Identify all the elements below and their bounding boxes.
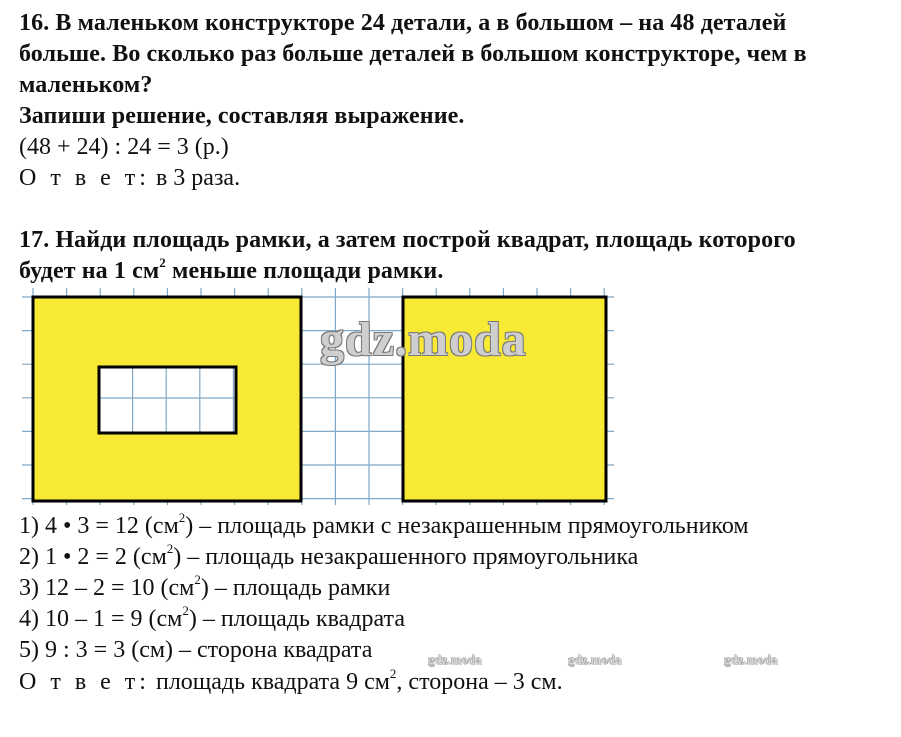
watermark-small-3: gdz.moda: [724, 652, 778, 667]
task16-line1: 16. В маленьком конструкторе 24 детали, а в большом – на 48 деталей: [19, 10, 787, 36]
step-1-a: 1) 4 • 3 = 12 (см: [19, 513, 179, 539]
step-3: [19, 572, 391, 602]
step-1: [19, 510, 749, 540]
task17-line2-sup: 2: [159, 255, 166, 270]
step-5: 5) 9 : 3 = 3 (см) – сторона квадрата: [19, 637, 373, 663]
frame-hole-fill: [99, 367, 236, 433]
task16-line2: больше. Во сколько раз больше деталей в большом конструкторе, чем в: [19, 41, 807, 67]
answer-value: в 3 раза.: [149, 165, 241, 191]
step-4: [19, 603, 405, 633]
step-4-a: 4) 10 – 1 = 9 (см: [19, 606, 183, 632]
watermark-small-1: gdz.moda: [428, 652, 482, 667]
answer17-a: площадь квадрата 9 см: [149, 669, 390, 695]
task17-line1: 17. Найди площадь рамки, а затем построй квадрат, площадь которого: [19, 227, 796, 253]
answer17-sup: 2: [389, 666, 397, 681]
task17-line2-a: будет на 1 см: [19, 258, 160, 284]
task17-answer: [19, 666, 563, 696]
answer17-label: О т в е т:: [19, 669, 150, 695]
step-4-sup: 2: [182, 603, 189, 618]
task16-instruction: Запиши решение, составляя выражение.: [19, 103, 465, 129]
task17-line2-b: меньше площади рамки.: [165, 258, 444, 284]
watermark-main: gdz.moda: [320, 313, 527, 366]
step-3-b: ) – площадь рамки: [200, 575, 391, 601]
watermark-small-2: gdz.moda: [568, 652, 622, 667]
answer-label: О т в е т:: [19, 165, 150, 191]
step-1-sup: 2: [178, 510, 186, 525]
step-3-sup: 2: [194, 572, 201, 587]
step-2-b: ) – площадь незакрашенного прямоугольника: [173, 544, 639, 570]
step-2: [19, 541, 639, 571]
step-1-b: ) – площадь рамки с незакрашенным прямоугольником: [185, 513, 749, 539]
step-3-a: 3) 12 – 2 = 10 (см: [19, 575, 195, 601]
step-2-sup: 2: [166, 541, 174, 556]
task16-line3: маленьком?: [19, 72, 153, 98]
task16-expression: (48 + 24) : 24 = 3 (р.): [19, 134, 229, 160]
answer17-b: , сторона – 3 см.: [396, 669, 563, 695]
step-4-b: ) – площадь квадрата: [188, 606, 405, 632]
step-2-a: 2) 1 • 2 = 2 (см: [19, 544, 167, 570]
